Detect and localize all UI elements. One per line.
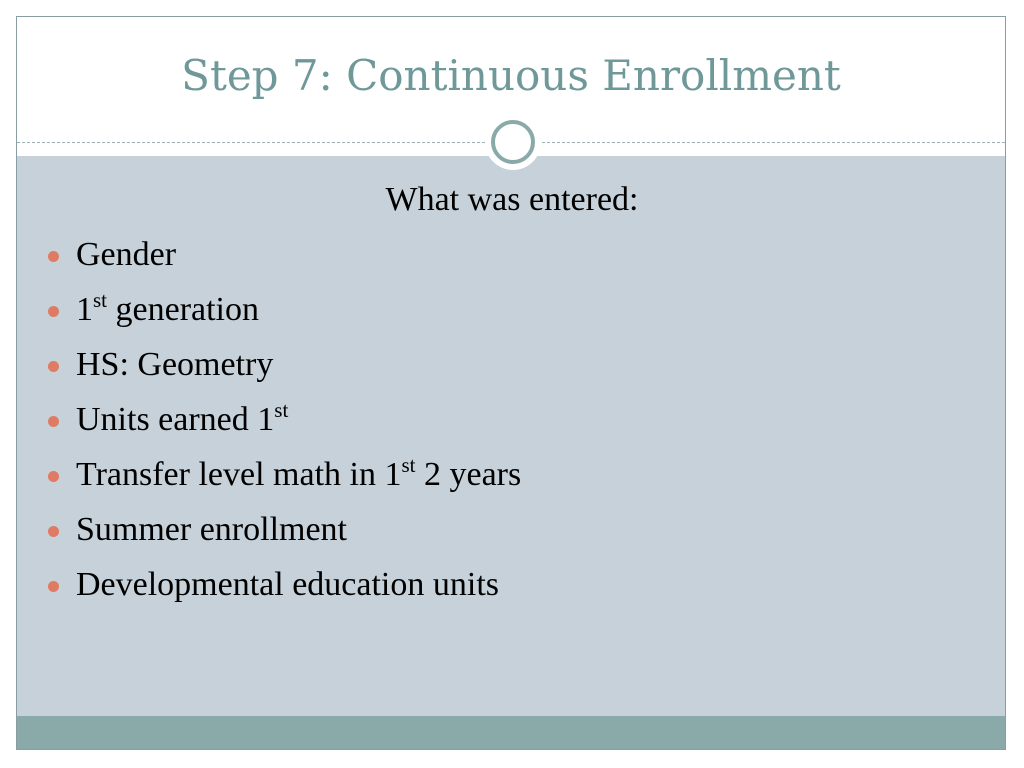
- bullet-text-pre: 1: [76, 291, 93, 328]
- bullet-icon: [48, 471, 59, 482]
- bullet-text: HS: Geometry: [76, 346, 274, 383]
- bullet-icon: [48, 416, 59, 427]
- slide-title: Step 7: Continuous Enrollment: [181, 51, 841, 100]
- ordinal-superscript: st: [274, 397, 289, 422]
- bullet-text: Summer enrollment: [76, 511, 348, 548]
- bullet-icon: [48, 251, 59, 262]
- list-item: [45, 565, 521, 620]
- list-item: [45, 452, 522, 510]
- list-item: [45, 510, 521, 565]
- bullet-text: Developmental education units: [76, 566, 499, 603]
- subheading: What was entered:: [385, 181, 639, 218]
- ordinal-superscript: st: [93, 287, 108, 312]
- ornament-ring: [491, 120, 535, 164]
- list-item: [45, 235, 521, 290]
- bullet-text: Gender: [76, 236, 177, 273]
- bullet-icon: [48, 361, 59, 372]
- list-item: [45, 345, 521, 400]
- bullet-icon: [48, 581, 59, 592]
- list-item: [45, 287, 521, 345]
- bullet-icon: [48, 526, 59, 537]
- bullet-text-post: 2 years: [415, 456, 522, 493]
- slide: [16, 16, 1006, 750]
- circle-ornament-icon: [485, 114, 541, 170]
- footer-band: [17, 716, 1005, 750]
- bullet-text-post: generation: [107, 291, 260, 328]
- list-item: [45, 397, 521, 455]
- bullet-icon: [48, 306, 59, 317]
- bullet-list: [45, 235, 521, 620]
- ordinal-superscript: st: [401, 452, 416, 477]
- bullet-text-pre: Transfer level math in 1: [76, 456, 402, 493]
- bullet-text-pre: Units earned 1: [76, 401, 275, 438]
